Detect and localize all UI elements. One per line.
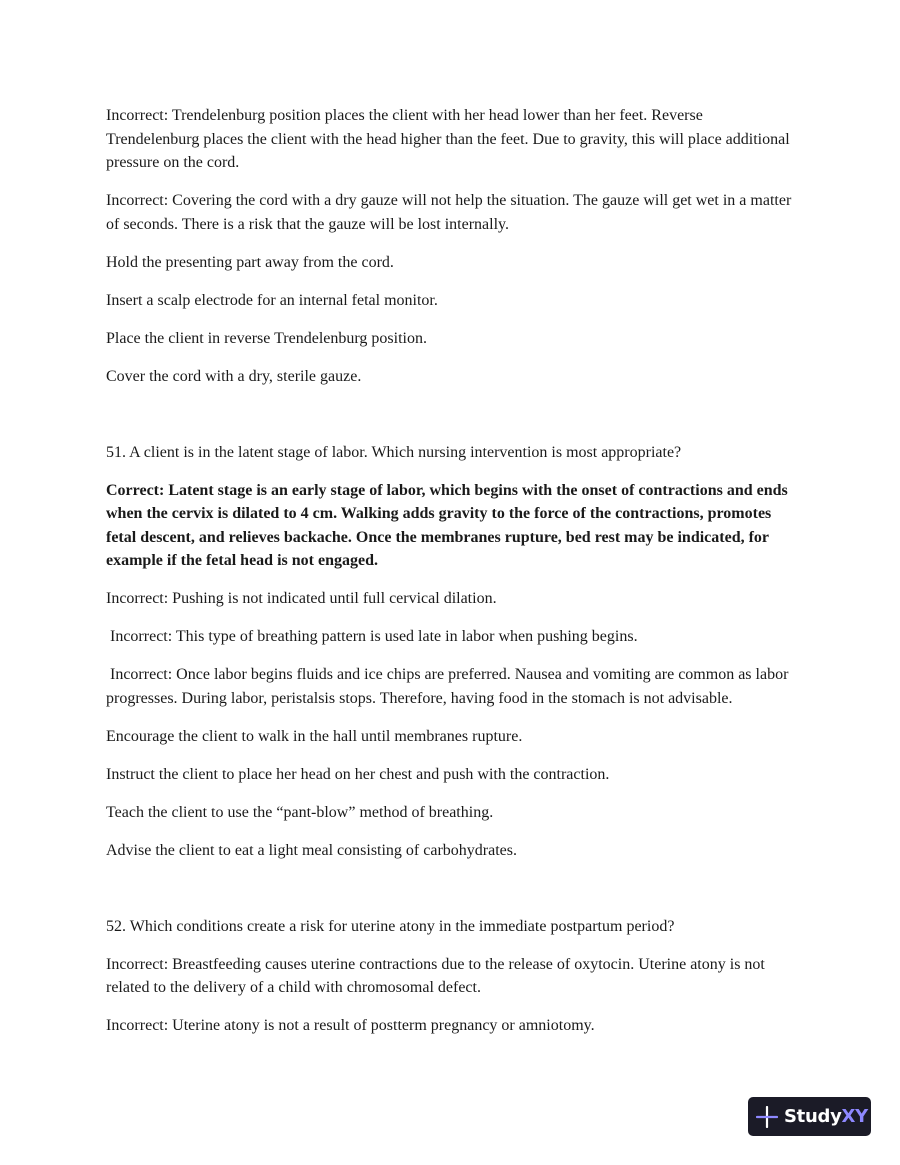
- option-light-meal: Advise the client to eat a light meal consisting of carbohydrates.: [106, 841, 517, 859]
- explanation-trendelenburg: Incorrect: Trendelenburg position places the client with her head lower than her feet. Reverse Trendelenburg places the client with the head higher than the feet. Due to gravity, this will place additional pressure on the cord.: [106, 107, 790, 171]
- question-52: 52. Which conditions create a risk for uterine atony in the immediate postpartum period?: [106, 917, 675, 935]
- option-pant-blow: Teach the client to use the “pant-blow” method of breathing.: [106, 803, 494, 821]
- section-gap: [106, 877, 796, 915]
- option-cover-cord: Cover the cord with a dry, sterile gauze.: [106, 367, 362, 385]
- brand-main: Study: [784, 1106, 842, 1127]
- document-page: [106, 104, 796, 1052]
- correct-answer-explanation: Correct: Latent stage is an early stage of labor, which begins with the onset of contractions and ends when the cervix is dilated to 4 cm. Walking adds gravity to the force of the contractions, promotes fetal descent, and relieves backache. Once the membranes rupture, bed rest may be indicated, for example if the fetal head is not engaged.: [106, 481, 788, 569]
- option-push-with-contraction: Instruct the client to place her head on her chest and push with the contraction.: [106, 765, 610, 783]
- explanation-dry-gauze: Incorrect: Covering the cord with a dry gauze will not help the situation. The gauze will get wet in a matter of seconds. There is a risk that the gauze will be lost internally.: [106, 192, 792, 233]
- plus-icon: [756, 1106, 778, 1128]
- option-reverse-trendelenburg: Place the client in reverse Trendelenburg position.: [106, 329, 427, 347]
- explanation-breathing: Incorrect: This type of breathing pattern is used late in labor when pushing begins.: [106, 628, 638, 645]
- studyxy-badge[interactable]: [748, 1097, 871, 1136]
- option-hold-presenting-part: Hold the presenting part away from the cord.: [106, 253, 394, 271]
- explanation-breastfeeding: Incorrect: Breastfeeding causes uterine contractions due to the release of oxytocin. Uterine atony is not related to the delivery of a child with chromosomal defect.: [106, 955, 765, 996]
- explanation-pushing: Incorrect: Pushing is not indicated until full cervical dilation.: [106, 590, 497, 607]
- question-51: 51. A client is in the latent stage of labor. Which nursing intervention is most appropriate?: [106, 443, 682, 461]
- section-gap: [106, 403, 796, 441]
- explanation-postterm: Incorrect: Uterine atony is not a result of postterm pregnancy or amniotomy.: [106, 1017, 595, 1034]
- brand-name: [784, 1106, 868, 1127]
- explanation-fluids: Incorrect: Once labor begins fluids and ice chips are preferred. Nausea and vomiting are common as labor progresses. During labor, peristalsis stops. Therefore, having food in the stomach is not advisable.: [106, 666, 793, 707]
- option-scalp-electrode: Insert a scalp electrode for an internal fetal monitor.: [106, 291, 438, 309]
- option-walk-in-hall: Encourage the client to walk in the hall until membranes rupture.: [106, 727, 523, 745]
- brand-accent: XY: [841, 1106, 868, 1127]
